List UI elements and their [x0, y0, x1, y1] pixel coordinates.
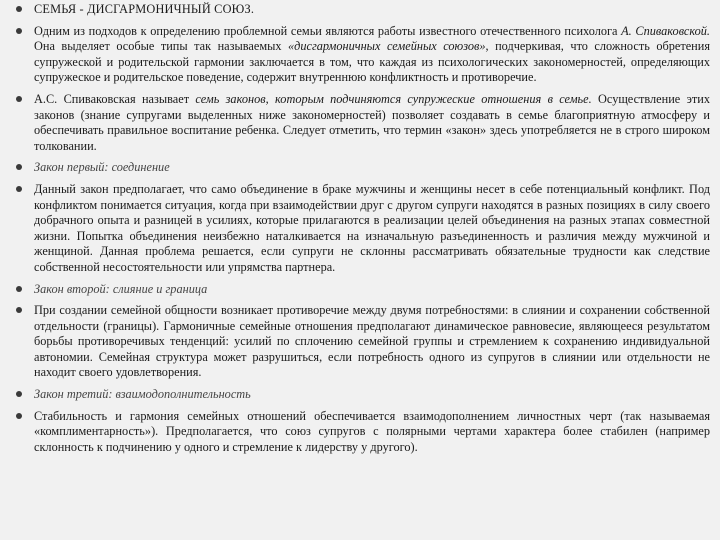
bullet-law-1-text: [16, 182, 710, 276]
bullet-dot-icon: [16, 391, 22, 397]
intro-text-part3: , подчеркивая, что сложность обретения супружеской и родительской гармонии заключается в том, что каждая из психологических закономерностей, определяющих супружеское и родительское поведение, содержит внутреннюю конфликтность и противоречие.: [34, 39, 710, 85]
law-3-heading: Закон третий: взаимодополнительность: [34, 387, 251, 402]
bullet-dot-icon: [16, 307, 22, 313]
bullet-dot-icon: [16, 286, 22, 292]
bullet-law-2-text: [16, 303, 710, 381]
intro-text-part1: Одним из подходов к определению проблемной семьи являются работы известного отечественного психолога: [34, 23, 622, 38]
intro-text-part2: Она выделяет особые типы так называемых: [34, 39, 289, 54]
bullet-intro: [16, 24, 710, 86]
bullet-seven-laws: [16, 92, 710, 154]
slide-title: СЕМЬЯ - ДИСГАРМОНИЧНЫЙ СОЮЗ.: [34, 2, 255, 16]
law-1-description: Данный закон предполагает, что само объединение в браке мужчины и женщины несет в себе потенциальный конфликт. Под конфликтом понимается ситуация, когда при взаимодействии друг с другом супруги находятся в разных позициях в силу своего добрачного опыта и разницей в усилиях, которые прилагаются в реализации целей объединения на разных этапах совместной жизни. Попытка объединения неизбежно наталкивается на изначальную разъединенность и различия между мужчиной и женщиной. Данная проблема решается, если супруги не склонны рассматривать обязательные трудности как следствие собственной несостоятельности или упрямства партнера.: [34, 181, 710, 274]
bullet-dot-icon: [16, 413, 22, 419]
bullet-law-3-text: [16, 409, 710, 456]
law-3-description: Стабильность и гармония семейных отношений обеспечивается взаимодополнением личностных черт (так называемая «комплиментарность»). Предполагается, что союз супругов с полярными чертами характера более стабилен (например склонность к подчинению у одного и стремление к лидерству у другого).: [34, 408, 710, 454]
bullet-dot-icon: [16, 96, 22, 102]
bullet-title: [16, 2, 710, 18]
bullet-law-1-heading: [16, 160, 710, 176]
intro-term: «дисгармоничных семейных союзов»: [288, 39, 486, 54]
bullet-law-3-heading: [16, 387, 710, 403]
law-2-description: При создании семейной общности возникает противоречие между двумя потребностями: в слиянии и сохранении собственной отдельности (границы). Гармоничные семейные отношения предполагают динамическое равновесие, являющееся результатом борьбы противоречивых тенденций: усилий по сплочению семейной группы и стремлением к сохранению индивидуальной автономии. Семейная структура может разрушиться, если потребность одного из супругов в слиянии или отдельности не находит своего удовлетворения.: [34, 303, 710, 380]
laws-emphasis: семь законов, которым подчиняются супружеские отношения в семье.: [195, 91, 592, 106]
laws-text-part2: Осуществление этих законов (знание супругами выделенных ниже закономерностей) позволяет создавать в семье благоприятную атмосферу и обеспечивать правильное воспитание ребенка. Следует отметить, что термин «закон» здесь употребляется не в строго широком толковании.: [34, 91, 710, 153]
laws-text-part1: А.С. Спиваковская называет: [34, 91, 196, 106]
law-2-heading: Закон второй: слияние и граница: [34, 281, 208, 296]
law-1-heading: Закон первый: соединение: [34, 160, 170, 175]
intro-author-name: А. Спиваковской.: [621, 23, 710, 38]
bullet-dot-icon: [16, 186, 22, 192]
bullet-dot-icon: [16, 28, 22, 34]
bullet-list: [16, 2, 710, 455]
bullet-law-2-heading: [16, 282, 710, 298]
bullet-dot-icon: [16, 164, 22, 170]
bullet-dot-icon: [16, 6, 22, 12]
